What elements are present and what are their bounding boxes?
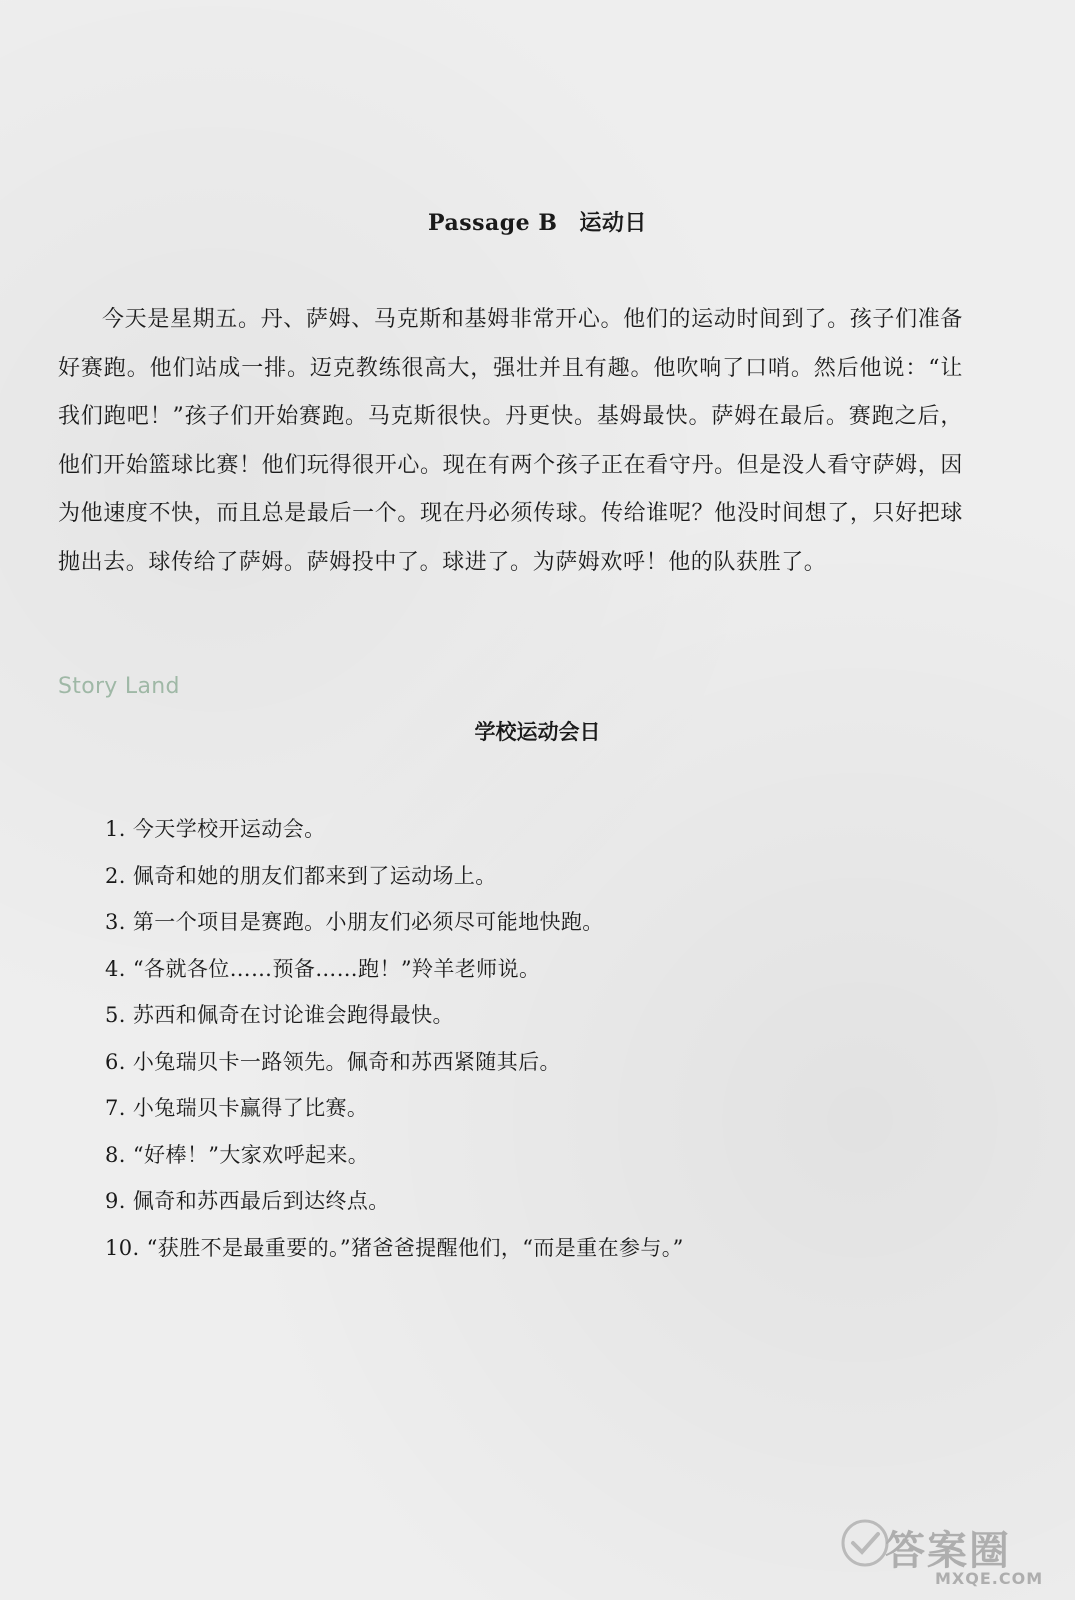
- story-list: [105, 806, 684, 1271]
- list-item: 7. 小兔瑞贝卡赢得了比赛。: [105, 1096, 369, 1120]
- story-land-label: Story Land: [58, 674, 180, 699]
- list-item: 2. 佩奇和她的朋友们都来到了运动场上。: [105, 863, 497, 888]
- passage-b-title: 运动日: [579, 210, 647, 236]
- list-item: 10. “获胜不是最重要的。”猪爸爸提醒他们，“而是重在参与。”: [105, 1235, 684, 1260]
- passage-b-label: Passage B: [428, 210, 558, 236]
- list-item: 5. 苏西和佩奇在讨论谁会跑得最快。: [105, 1003, 454, 1027]
- passage-b-body: 今天是星期五。丹、萨姆、马克斯和基姆非常开心。他们的运动时间到了。孩子们准备好赛跑。他们站成一排。迈克教练很高大，强壮并且有趣。他吹响了口哨。然后他说：“让我们跑吧！”孩子们开始赛跑。马克斯很快。丹更快。基姆最快。萨姆在最后。赛跑之后，他们开始篮球比赛！他们玩得很开心。现在有两个孩子正在看守丹。但是没人看守萨姆，因为他速度不快，而且总是最后一个。现在丹必须传球。传给谁呢？他没时间想了，只好把球抛出去。球传给了萨姆。萨姆投中了。球进了。为萨姆欢呼！他的队获胜了。: [58, 307, 963, 575]
- watermark-main-text: 答案圈: [885, 1528, 1011, 1574]
- list-item: 9. 佩奇和苏西最后到达终点。: [105, 1189, 390, 1213]
- watermark-logo: [835, 1513, 1065, 1588]
- passage-b-heading: [0, 206, 1075, 237]
- list-item: 1. 今天学校开运动会。: [105, 817, 326, 841]
- story-land-title: 学校运动会日: [474, 719, 601, 744]
- list-item: 4. “各就各位……预备……跑！”羚羊老师说。: [105, 956, 541, 981]
- list-item: 6. 小兔瑞贝卡一路领先。佩奇和苏西紧随其后。: [105, 1049, 561, 1074]
- watermark-site-text: MXQE.COM: [935, 1569, 1044, 1588]
- list-item: 8. “好棒！”大家欢呼起来。: [105, 1142, 370, 1167]
- list-item: 3. 第一个项目是赛跑。小朋友们必须尽可能地快跑。: [105, 910, 604, 934]
